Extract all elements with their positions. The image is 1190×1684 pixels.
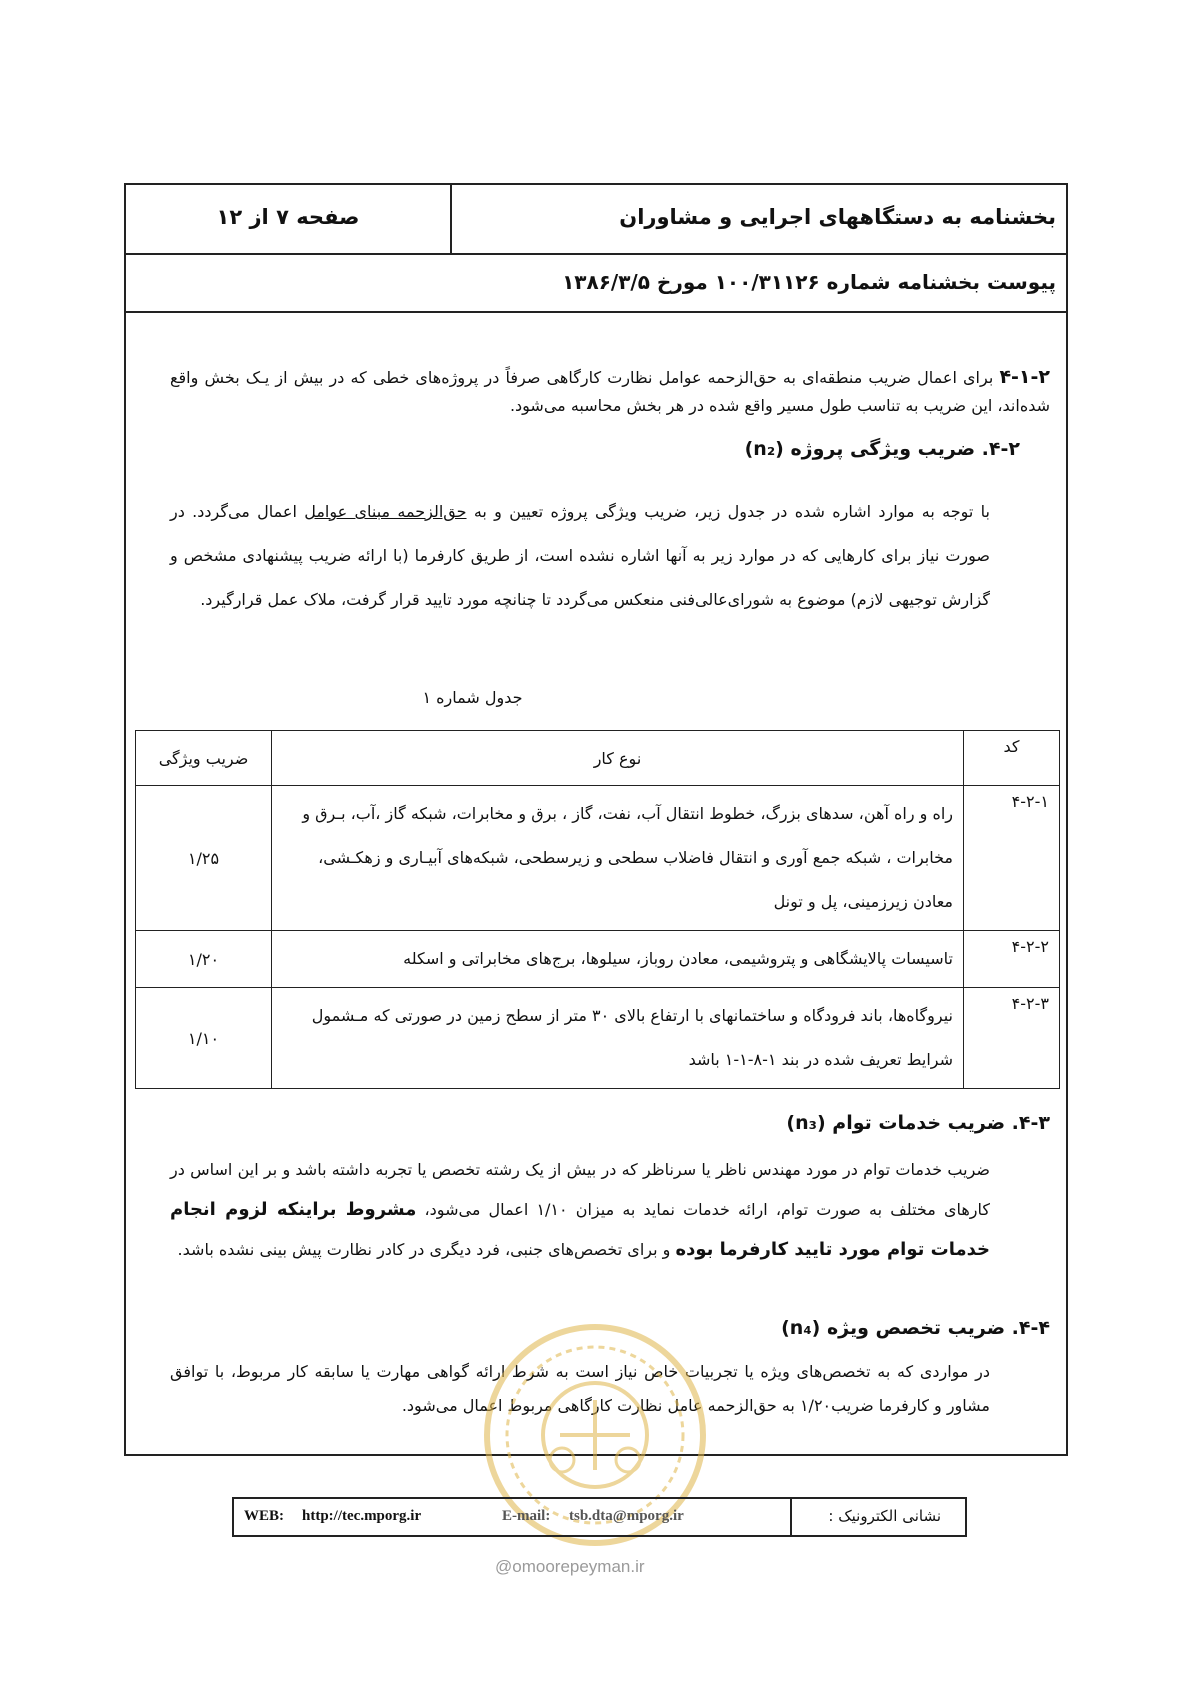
coefficient-table xyxy=(135,730,1060,1089)
section-4-2-heading: ۴-۲. ضریب ویژگی پروژه (n₂) xyxy=(744,438,1020,460)
footer-divider xyxy=(790,1499,792,1535)
section-4-4-paragraph: در مواردی که به تخصص‌های ویژه یا تجربیات خاص نیاز است به شرط ارائه گواهی مهارت یا سابقه کار مربوط، با توافق مشاور و کارفرما ضریب۱/۲۰ به حق‌الزحمه عامل نظارت کارگاهی مربوط اعمال می‌شود. xyxy=(170,1362,990,1415)
row-work: تاسیسات پالایشگاهی و پتروشیمی، معادن روباز، سیلوها، برج‌های مخابراتی و اسکله xyxy=(272,931,964,988)
row-coef: ۱/۲۰ xyxy=(136,931,272,988)
web-label: WEB: xyxy=(244,1508,285,1524)
row-code: ۴-۲-۱ xyxy=(964,786,1060,931)
row-code: ۴-۲-۲ xyxy=(964,931,1060,988)
table-1-caption: جدول شماره ۱ xyxy=(422,688,523,707)
table-row xyxy=(136,786,1060,931)
footer-contact-box xyxy=(232,1497,967,1537)
header-row xyxy=(126,185,1066,255)
section-4-3-text-1: ضریب خدمات توام در مورد مهندس ناظر یا سرناظر که در بیش از یک رشته تخصص یا تجربه داشته باشد و بر این اساس در کارهای مختلف به صورت توام، ارائه خدمات نماید به میزان ۱/۱۰ اعمال می‌شود، xyxy=(170,1160,991,1219)
section-4-3-paragraph xyxy=(170,1150,990,1270)
watermark-site-text: @omoorepeyman.ir xyxy=(495,1557,645,1576)
table-row xyxy=(136,988,1060,1089)
electronic-address-label: نشانی الکترونیک : xyxy=(828,1507,941,1525)
header-code: کد xyxy=(964,731,1060,786)
header-divider xyxy=(450,185,452,253)
section-4-2-1-text: برای اعمال ضریب منطقه‌ای به حق‌الزحمه عوامل نظارت کارگاهی صرفاً در پروژه‌های خطی که در بیش از یـک بخش واقع شده‌اند، این ضریب به تناسب طول مسیر واقع شده در هر بخش محاسبه می‌شود. xyxy=(170,368,1050,415)
section-4-4-heading: ۴-۴. ضریب تخصص ویژه (n₄) xyxy=(781,1317,1050,1339)
row-work: راه و راه آهن، سدهای بزرگ، خطوط انتقال آب، نفت، گاز ، برق و مخابرات، شبکه گاز ،آب، بـرق و مخابرات ، شبکه جمع آوری و انتقال فاضلاب سطحی و زیرسطحی، شبکه‌های آبیـاری و زهکـشی، معادن زیرزمینی، پل و تونل xyxy=(272,786,964,931)
page-number: صفحه ۷ از ۱۲ xyxy=(216,205,360,229)
email-label: E-mail: xyxy=(502,1508,551,1524)
section-4-2-paragraph xyxy=(170,490,990,622)
section-4-3-text-2: و برای تخصص‌های جنبی، فرد دیگری در کادر نظارت پیش بینی نشده باشد. xyxy=(177,1240,671,1259)
row-work: نیروگاه‌ها، باند فرودگاه و ساختمانهای با ارتفاع بالای ۳۰ متر از سطح زمین در صورتی که مـشمول شرایط تعریف شده در بند ۱-۸-۱-۱ باشد xyxy=(272,988,964,1089)
email-link[interactable]: tsb.dta@mporg.ir xyxy=(569,1508,684,1524)
table-header-row xyxy=(136,731,1060,786)
web-url-link[interactable]: http://tec.mporg.ir xyxy=(302,1508,422,1524)
circular-title: بخشنامه به دستگاههای اجرایی و مشاوران xyxy=(619,205,1056,229)
row-coef: ۱/۱۰ xyxy=(136,988,272,1089)
row-coef: ۱/۲۵ xyxy=(136,786,272,931)
section-4-3-bold: مشروط براینکه لزوم انجام خدمات توام مورد تایید کارفرما بوده xyxy=(170,1199,990,1260)
section-4-2-1 xyxy=(170,363,1050,420)
header-work: نوع کار xyxy=(272,731,964,786)
table-row xyxy=(136,931,1060,988)
attachment-row xyxy=(126,255,1066,313)
row-code: ۴-۲-۳ xyxy=(964,988,1060,1089)
section-4-2-1-number: ۴-۱-۲ xyxy=(999,366,1051,388)
section-4-2-text-after: اعمال می‌گردد. در صورت نیاز برای کارهایی که در موارد زیر به آنها اشاره نشده است، از طریق کارفرما (با ارائه ضریب پیشنهادی مشخص و گزارش توجیهی لازم) موضوع به شورای‌عالی‌فنی منعکس می‌گردد تا چنانچه مورد تایید قرار گرفت، ملاک عمل قرارگیرد. xyxy=(170,502,990,609)
attachment-title: پیوست بخشنامه شماره ۱۰۰/۳۱۱۲۶ مورخ ۱۳۸۶/۳/۵ xyxy=(562,270,1056,294)
section-4-2-underlined: حق‌الزحمه مبنای عوامل xyxy=(304,502,467,521)
section-4-2-text-before: با توجه به موارد اشاره شده در جدول زیر، ضریب ویژگی پروژه تعیین و به xyxy=(473,502,990,521)
header-coef: ضریب ویژگی xyxy=(136,731,272,786)
section-4-3-heading: ۴-۳. ضریب خدمات توام (n₃) xyxy=(786,1112,1050,1134)
